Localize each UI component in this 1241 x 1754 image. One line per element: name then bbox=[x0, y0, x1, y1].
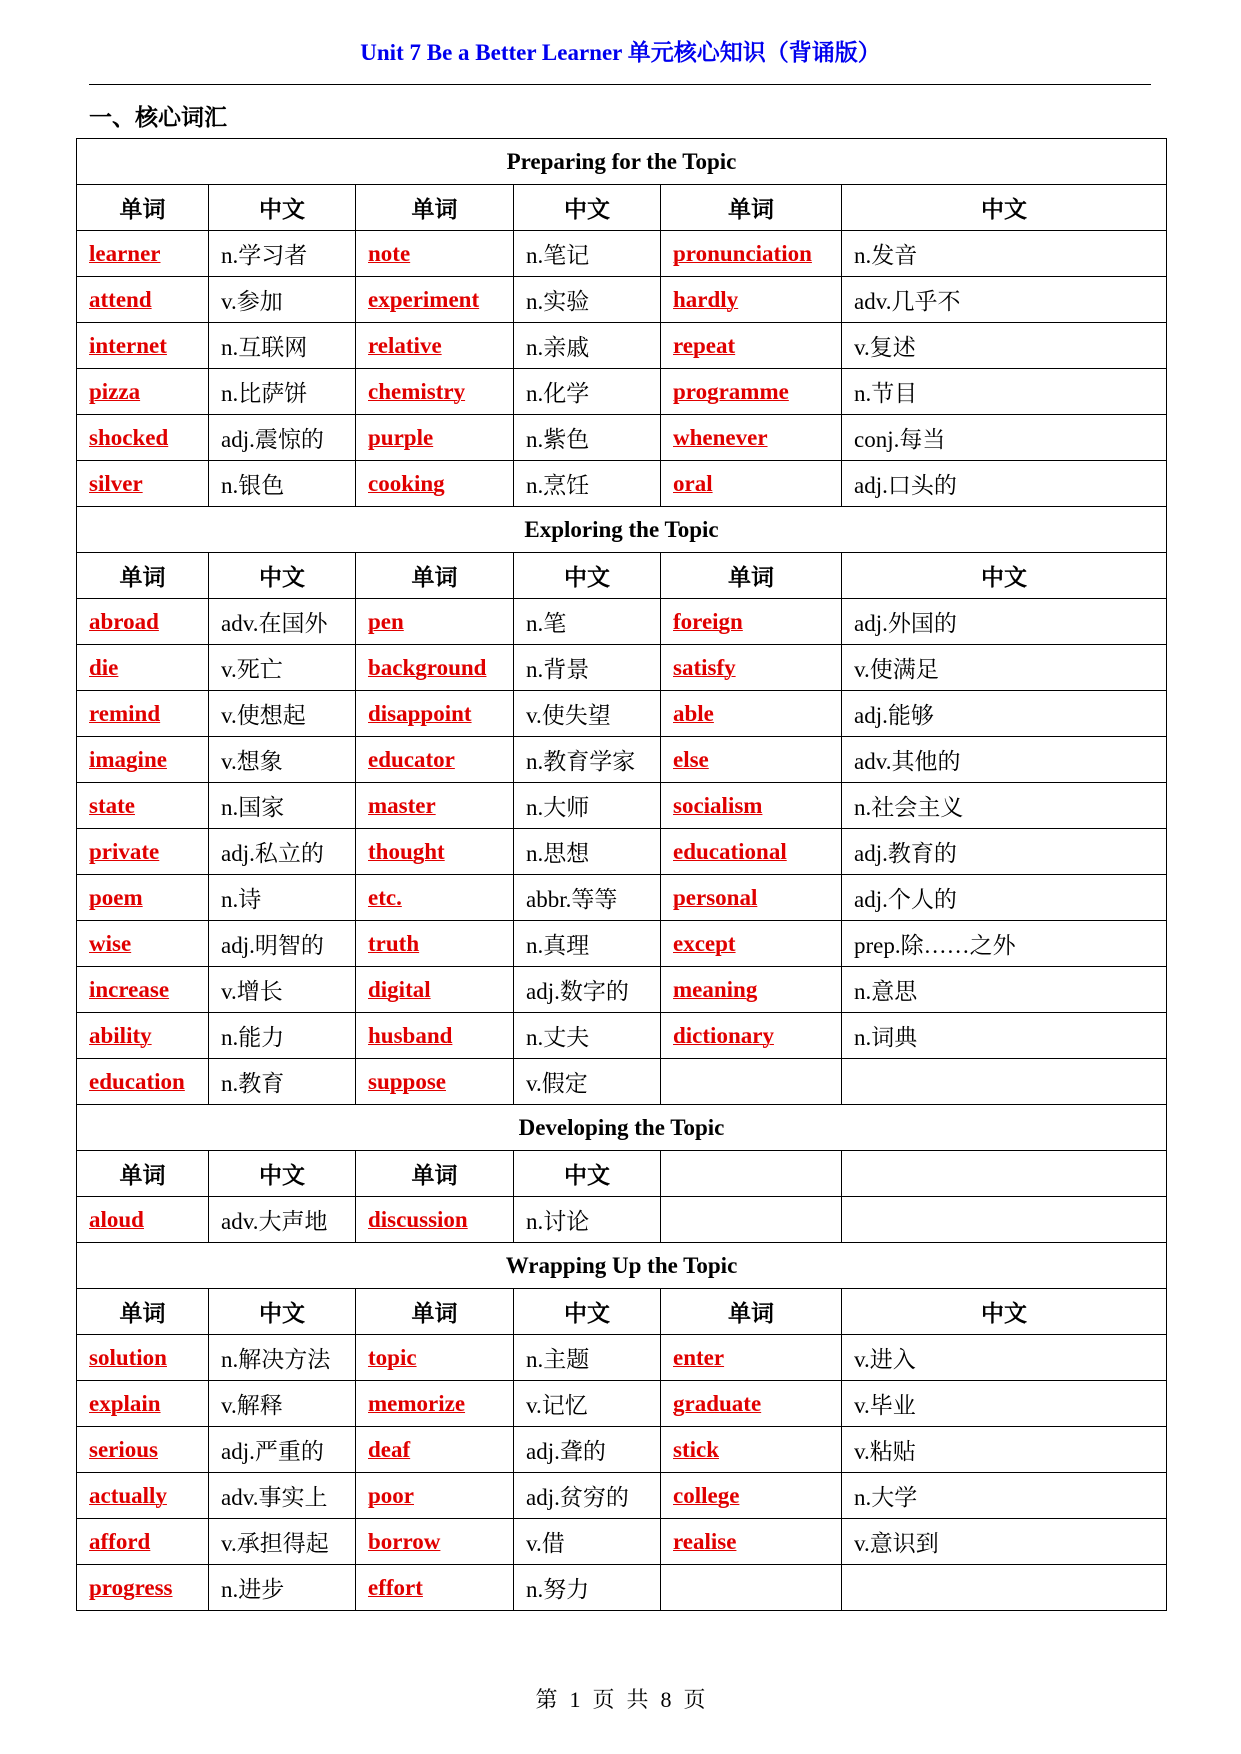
vocab-meaning: adv.大声地 bbox=[209, 1197, 356, 1243]
vocab-word: poor bbox=[356, 1473, 514, 1519]
vocab-word: pen bbox=[356, 599, 514, 645]
vocab-meaning: v.记忆 bbox=[514, 1381, 661, 1427]
vocab-word: attend bbox=[77, 277, 209, 323]
vocab-word: learner bbox=[77, 231, 209, 277]
column-header: 中文 bbox=[514, 1289, 661, 1335]
table-row bbox=[77, 1197, 1167, 1243]
vocab-meaning: adj.贫穷的 bbox=[514, 1473, 661, 1519]
vocab-meaning: v.承担得起 bbox=[209, 1519, 356, 1565]
vocab-word: effort bbox=[356, 1565, 514, 1611]
vocab-meaning: n.解决方法 bbox=[209, 1335, 356, 1381]
vocab-meaning: adv.几乎不 bbox=[842, 277, 1167, 323]
vocab-meaning: v.增长 bbox=[209, 967, 356, 1013]
column-header bbox=[661, 1151, 842, 1197]
table-row bbox=[77, 461, 1167, 507]
table-row bbox=[77, 1381, 1167, 1427]
vocab-word: graduate bbox=[661, 1381, 842, 1427]
vocab-meaning: v.毕业 bbox=[842, 1381, 1167, 1427]
vocab-word: repeat bbox=[661, 323, 842, 369]
table-row bbox=[77, 1565, 1167, 1611]
vocab-word: memorize bbox=[356, 1381, 514, 1427]
vocab-word: topic bbox=[356, 1335, 514, 1381]
vocab-meaning: v.参加 bbox=[209, 277, 356, 323]
vocab-meaning: n.比萨饼 bbox=[209, 369, 356, 415]
vocab-word: programme bbox=[661, 369, 842, 415]
vocab-word: deaf bbox=[356, 1427, 514, 1473]
vocab-word bbox=[661, 1565, 842, 1611]
vocab-word: enter bbox=[661, 1335, 842, 1381]
column-header: 中文 bbox=[842, 1289, 1167, 1335]
vocab-word: internet bbox=[77, 323, 209, 369]
column-header: 中文 bbox=[514, 185, 661, 231]
vocab-meaning: v.使想起 bbox=[209, 691, 356, 737]
table-row bbox=[77, 1427, 1167, 1473]
vocabulary-table bbox=[76, 138, 1167, 1611]
footer-page-number: 1 bbox=[569, 1687, 581, 1712]
vocab-word: meaning bbox=[661, 967, 842, 1013]
vocab-meaning: n.国家 bbox=[209, 783, 356, 829]
column-header: 中文 bbox=[209, 185, 356, 231]
vocab-meaning: n.大学 bbox=[842, 1473, 1167, 1519]
vocab-meaning: adj.震惊的 bbox=[209, 415, 356, 461]
column-header: 单词 bbox=[77, 185, 209, 231]
vocab-meaning: v.想象 bbox=[209, 737, 356, 783]
group-header-row bbox=[77, 1105, 1167, 1151]
vocab-meaning bbox=[842, 1565, 1167, 1611]
section-title: 一、核心词汇 bbox=[89, 105, 227, 130]
vocab-word: poem bbox=[77, 875, 209, 921]
vocab-meaning: v.假定 bbox=[514, 1059, 661, 1105]
table-row bbox=[77, 1059, 1167, 1105]
vocab-word: educator bbox=[356, 737, 514, 783]
table-row bbox=[77, 599, 1167, 645]
table-row bbox=[77, 921, 1167, 967]
table-row bbox=[77, 1519, 1167, 1565]
vocab-meaning: n.大师 bbox=[514, 783, 661, 829]
column-header: 单词 bbox=[356, 185, 514, 231]
vocab-word: relative bbox=[356, 323, 514, 369]
table-row bbox=[77, 323, 1167, 369]
column-header: 中文 bbox=[842, 185, 1167, 231]
vocab-meaning: n.笔 bbox=[514, 599, 661, 645]
vocab-meaning: adj.教育的 bbox=[842, 829, 1167, 875]
table-row bbox=[77, 967, 1167, 1013]
vocab-word: personal bbox=[661, 875, 842, 921]
vocab-word: pizza bbox=[77, 369, 209, 415]
group-title: Developing the Topic bbox=[77, 1105, 1167, 1151]
vocab-word: education bbox=[77, 1059, 209, 1105]
vocab-word: disappoint bbox=[356, 691, 514, 737]
vocab-word: imagine bbox=[77, 737, 209, 783]
column-header-row bbox=[77, 185, 1167, 231]
footer-page-mid: 页 bbox=[592, 1687, 615, 1712]
vocab-meaning: n.互联网 bbox=[209, 323, 356, 369]
vocab-meaning: v.使失望 bbox=[514, 691, 661, 737]
vocab-word: realise bbox=[661, 1519, 842, 1565]
group-title: Exploring the Topic bbox=[77, 507, 1167, 553]
vocab-word: explain bbox=[77, 1381, 209, 1427]
vocab-meaning: n.烹饪 bbox=[514, 461, 661, 507]
vocab-word: increase bbox=[77, 967, 209, 1013]
vocab-meaning: conj.每当 bbox=[842, 415, 1167, 461]
vocab-meaning: v.意识到 bbox=[842, 1519, 1167, 1565]
vocab-meaning: n.主题 bbox=[514, 1335, 661, 1381]
vocab-meaning: n.教育学家 bbox=[514, 737, 661, 783]
vocab-meaning: n.进步 bbox=[209, 1565, 356, 1611]
table-row bbox=[77, 829, 1167, 875]
column-header: 中文 bbox=[209, 553, 356, 599]
vocab-word: die bbox=[77, 645, 209, 691]
vocab-word: purple bbox=[356, 415, 514, 461]
vocab-meaning: n.社会主义 bbox=[842, 783, 1167, 829]
vocab-meaning: n.化学 bbox=[514, 369, 661, 415]
vocab-word: husband bbox=[356, 1013, 514, 1059]
column-header: 单词 bbox=[661, 553, 842, 599]
vocab-meaning: n.节目 bbox=[842, 369, 1167, 415]
vocab-word: satisfy bbox=[661, 645, 842, 691]
vocab-word: afford bbox=[77, 1519, 209, 1565]
page-footer bbox=[0, 1683, 1241, 1714]
vocab-word: aloud bbox=[77, 1197, 209, 1243]
vocab-meaning: n.丈夫 bbox=[514, 1013, 661, 1059]
vocab-meaning: n.银色 bbox=[209, 461, 356, 507]
vocab-meaning: adj.口头的 bbox=[842, 461, 1167, 507]
table-row bbox=[77, 691, 1167, 737]
vocab-meaning: adj.私立的 bbox=[209, 829, 356, 875]
vocab-meaning: n.实验 bbox=[514, 277, 661, 323]
group-title: Wrapping Up the Topic bbox=[77, 1243, 1167, 1289]
vocab-meaning: n.笔记 bbox=[514, 231, 661, 277]
vocab-word: remind bbox=[77, 691, 209, 737]
vocab-word: serious bbox=[77, 1427, 209, 1473]
vocab-meaning: v.借 bbox=[514, 1519, 661, 1565]
column-header-row bbox=[77, 553, 1167, 599]
vocab-word: silver bbox=[77, 461, 209, 507]
column-header: 单词 bbox=[356, 553, 514, 599]
vocab-meaning: n.真理 bbox=[514, 921, 661, 967]
table-row bbox=[77, 645, 1167, 691]
page-title: Unit 7 Be a Better Learner 单元核心知识（背诵版） bbox=[360, 40, 881, 65]
vocab-meaning: adj.数字的 bbox=[514, 967, 661, 1013]
footer-total-prefix: 共 bbox=[626, 1687, 649, 1712]
vocab-word: experiment bbox=[356, 277, 514, 323]
vocab-word: cooking bbox=[356, 461, 514, 507]
vocab-meaning: n.意思 bbox=[842, 967, 1167, 1013]
vocab-meaning: adj.外国的 bbox=[842, 599, 1167, 645]
vocab-meaning bbox=[842, 1197, 1167, 1243]
footer-page-prefix: 第 bbox=[535, 1687, 558, 1712]
column-header: 单词 bbox=[356, 1151, 514, 1197]
vocab-word: solution bbox=[77, 1335, 209, 1381]
vocab-word: pronunciation bbox=[661, 231, 842, 277]
column-header: 单词 bbox=[77, 1151, 209, 1197]
vocab-word: college bbox=[661, 1473, 842, 1519]
vocab-meaning: n.学习者 bbox=[209, 231, 356, 277]
column-header: 单词 bbox=[356, 1289, 514, 1335]
vocab-word: else bbox=[661, 737, 842, 783]
column-header: 单词 bbox=[661, 185, 842, 231]
vocab-meaning: abbr.等等 bbox=[514, 875, 661, 921]
vocab-word: etc. bbox=[356, 875, 514, 921]
vocab-meaning: v.复述 bbox=[842, 323, 1167, 369]
column-header-row bbox=[77, 1151, 1167, 1197]
vocab-meaning: n.背景 bbox=[514, 645, 661, 691]
vocab-meaning: adj.明智的 bbox=[209, 921, 356, 967]
vocab-meaning: adv.其他的 bbox=[842, 737, 1167, 783]
table-row bbox=[77, 1335, 1167, 1381]
table-row bbox=[77, 737, 1167, 783]
table-row bbox=[77, 415, 1167, 461]
vocab-word: master bbox=[356, 783, 514, 829]
vocab-meaning: n.讨论 bbox=[514, 1197, 661, 1243]
group-header-row bbox=[77, 507, 1167, 553]
vocab-word: background bbox=[356, 645, 514, 691]
vocab-word: hardly bbox=[661, 277, 842, 323]
vocab-word: actually bbox=[77, 1473, 209, 1519]
table-row bbox=[77, 1013, 1167, 1059]
column-header: 中文 bbox=[209, 1151, 356, 1197]
vocab-meaning: v.死亡 bbox=[209, 645, 356, 691]
vocab-meaning: adj.严重的 bbox=[209, 1427, 356, 1473]
vocab-meaning bbox=[842, 1059, 1167, 1105]
vocab-word bbox=[661, 1197, 842, 1243]
vocab-word: chemistry bbox=[356, 369, 514, 415]
vocab-meaning: n.亲戚 bbox=[514, 323, 661, 369]
column-header bbox=[842, 1151, 1167, 1197]
table-row bbox=[77, 875, 1167, 921]
vocab-word: whenever bbox=[661, 415, 842, 461]
vocab-word: digital bbox=[356, 967, 514, 1013]
column-header: 单词 bbox=[77, 1289, 209, 1335]
vocab-meaning: adv.事实上 bbox=[209, 1473, 356, 1519]
footer-page-suffix: 页 bbox=[683, 1687, 706, 1712]
vocab-meaning: n.紫色 bbox=[514, 415, 661, 461]
vocab-meaning: prep.除……之外 bbox=[842, 921, 1167, 967]
vocab-meaning: adj.聋的 bbox=[514, 1427, 661, 1473]
column-header: 中文 bbox=[514, 1151, 661, 1197]
column-header: 中文 bbox=[209, 1289, 356, 1335]
vocab-meaning: n.教育 bbox=[209, 1059, 356, 1105]
vocab-meaning: n.诗 bbox=[209, 875, 356, 921]
vocab-word: shocked bbox=[77, 415, 209, 461]
vocab-word: dictionary bbox=[661, 1013, 842, 1059]
vocab-word: foreign bbox=[661, 599, 842, 645]
vocab-word: oral bbox=[661, 461, 842, 507]
group-header-row bbox=[77, 1243, 1167, 1289]
footer-total-pages: 8 bbox=[660, 1687, 672, 1712]
vocab-meaning: adj.个人的 bbox=[842, 875, 1167, 921]
header-divider bbox=[89, 84, 1151, 85]
vocab-word: thought bbox=[356, 829, 514, 875]
vocab-meaning: adv.在国外 bbox=[209, 599, 356, 645]
vocab-word: wise bbox=[77, 921, 209, 967]
table-row bbox=[77, 277, 1167, 323]
column-header: 中文 bbox=[842, 553, 1167, 599]
vocab-meaning: n.努力 bbox=[514, 1565, 661, 1611]
vocab-meaning: v.解释 bbox=[209, 1381, 356, 1427]
vocab-word: borrow bbox=[356, 1519, 514, 1565]
vocab-word: progress bbox=[77, 1565, 209, 1611]
vocab-word: suppose bbox=[356, 1059, 514, 1105]
vocab-word: educational bbox=[661, 829, 842, 875]
vocab-word: truth bbox=[356, 921, 514, 967]
vocab-word: socialism bbox=[661, 783, 842, 829]
vocab-meaning: v.粘贴 bbox=[842, 1427, 1167, 1473]
vocab-meaning: v.使满足 bbox=[842, 645, 1167, 691]
group-title: Preparing for the Topic bbox=[77, 139, 1167, 185]
vocab-word bbox=[661, 1059, 842, 1105]
vocab-word: private bbox=[77, 829, 209, 875]
table-row bbox=[77, 231, 1167, 277]
vocab-meaning: adj.能够 bbox=[842, 691, 1167, 737]
table-row bbox=[77, 369, 1167, 415]
vocab-word: state bbox=[77, 783, 209, 829]
group-header-row bbox=[77, 139, 1167, 185]
column-header: 单词 bbox=[661, 1289, 842, 1335]
vocab-meaning: n.能力 bbox=[209, 1013, 356, 1059]
vocab-word: abroad bbox=[77, 599, 209, 645]
table-row bbox=[77, 783, 1167, 829]
vocab-word: ability bbox=[77, 1013, 209, 1059]
vocab-word: except bbox=[661, 921, 842, 967]
vocab-meaning: v.进入 bbox=[842, 1335, 1167, 1381]
column-header-row bbox=[77, 1289, 1167, 1335]
vocab-meaning: n.发音 bbox=[842, 231, 1167, 277]
vocab-meaning: n.思想 bbox=[514, 829, 661, 875]
vocab-word: stick bbox=[661, 1427, 842, 1473]
vocab-meaning: n.词典 bbox=[842, 1013, 1167, 1059]
vocab-word: discussion bbox=[356, 1197, 514, 1243]
vocab-word: able bbox=[661, 691, 842, 737]
column-header: 单词 bbox=[77, 553, 209, 599]
table-row bbox=[77, 1473, 1167, 1519]
vocab-word: note bbox=[356, 231, 514, 277]
column-header: 中文 bbox=[514, 553, 661, 599]
